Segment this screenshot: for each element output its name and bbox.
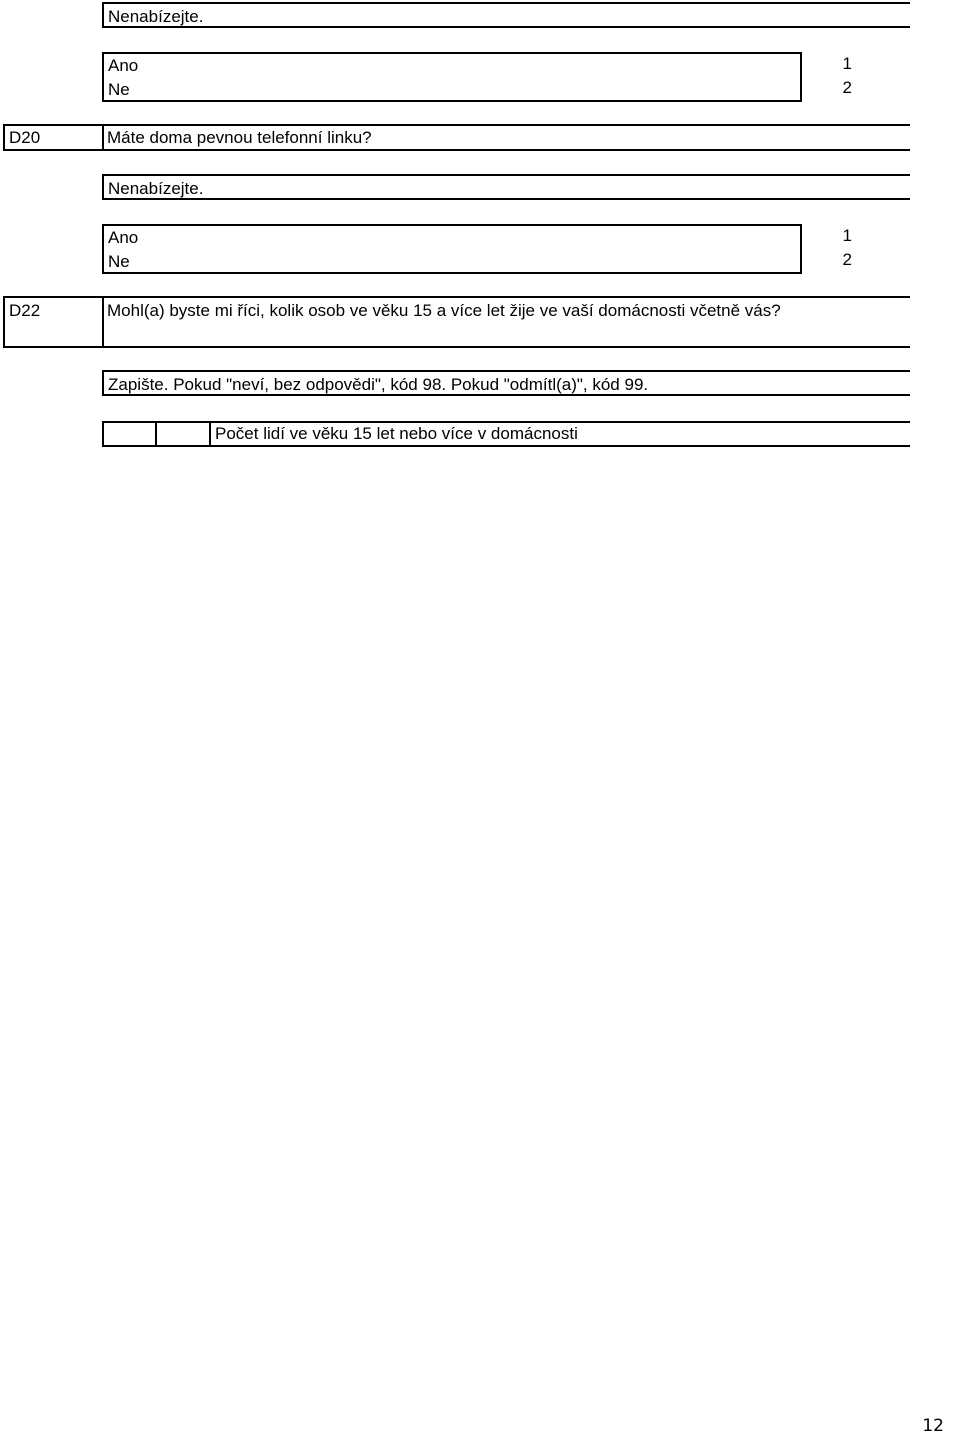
option-label-yes[interactable]: Ano [108, 228, 139, 247]
question-text: Máte doma pevnou telefonní linku? [107, 128, 372, 147]
question-row-divider [102, 124, 104, 151]
digit-box-divider [209, 421, 211, 447]
instruction-text: Nenabízejte. [108, 179, 204, 198]
option-code-no: 2 [842, 250, 852, 269]
option-label-yes[interactable]: Ano [108, 56, 139, 75]
question-row-bottom-border [3, 149, 910, 151]
option-label-no[interactable]: Ne [108, 80, 130, 99]
option-code-yes: 1 [842, 226, 852, 245]
instruction-box [102, 370, 910, 396]
page-number: 12 [922, 1416, 944, 1436]
question-row-top-border [3, 296, 910, 298]
question-row-divider [102, 296, 104, 348]
digit-input-1[interactable] [104, 423, 155, 445]
instruction-text: Zapište. Pokud "neví, bez odpovědi", kód 98. Pokud "odmítl(a)", kód 99. [108, 375, 649, 394]
question-row-left-border [3, 124, 5, 151]
answer-options-box [102, 224, 802, 274]
question-id: D22 [9, 301, 41, 320]
question-text: Mohl(a) byste mi říci, kolik osob ve věku 15 a více let žije ve vaší domácnosti včetně vás? [107, 301, 781, 320]
question-id: D20 [9, 128, 41, 147]
answer-label: Počet lidí ve věku 15 let nebo více v domácnosti [215, 424, 578, 443]
answer-options-box [102, 52, 802, 102]
instruction-text: Nenabízejte. [108, 7, 204, 26]
question-row-bottom-border [3, 346, 910, 348]
instruction-box [102, 174, 910, 200]
option-code-no: 2 [842, 78, 852, 97]
option-code-yes: 1 [842, 54, 852, 73]
option-label-no[interactable]: Ne [108, 252, 130, 271]
digit-input-2[interactable] [157, 423, 209, 445]
question-row-left-border [3, 296, 5, 348]
instruction-box-top [102, 2, 910, 28]
question-row-top-border [3, 124, 910, 126]
